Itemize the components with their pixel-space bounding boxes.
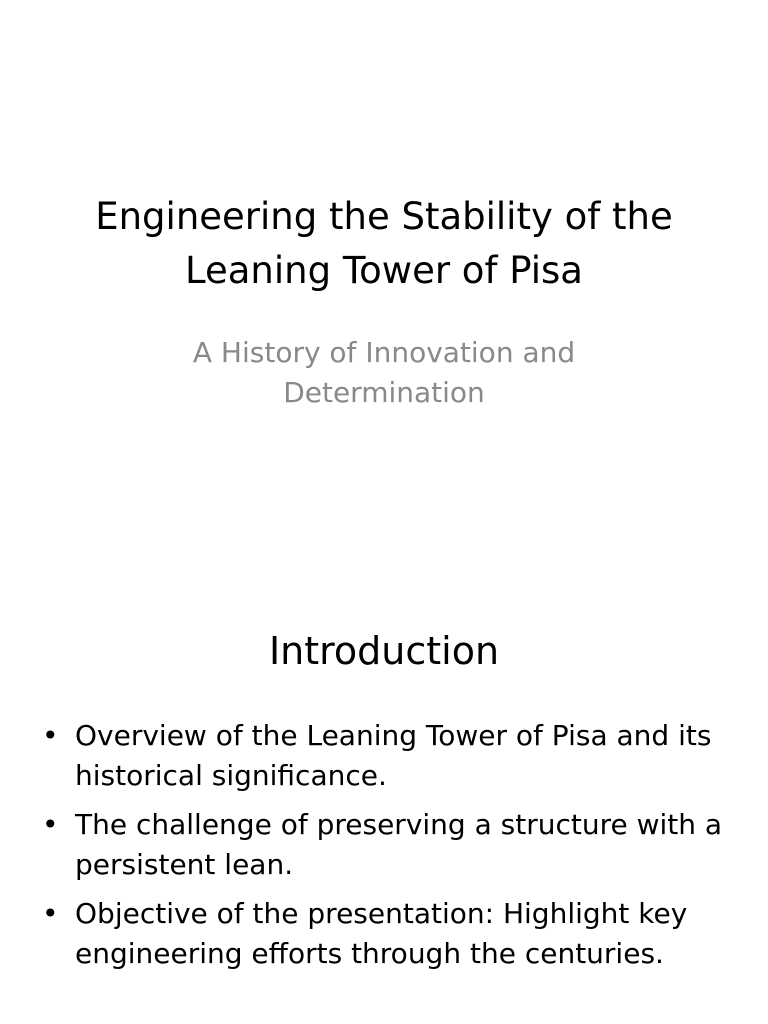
slide-title: Engineering the Stability of the Leaning Tower of Pisa [95, 195, 673, 292]
slide-heading: Introduction [268, 629, 500, 673]
bullet-text: Objective of the presentation: Highlight key engineering efforts through the centuries. [75, 897, 688, 970]
bullet-item [40, 805, 730, 885]
bullet-item [40, 716, 730, 796]
bullet-text: The challenge of preserving a structure with a persistent lean. [75, 808, 723, 881]
bullet-item [40, 894, 730, 974]
intro-slide [0, 576, 768, 1024]
bullet-icon: • [42, 808, 59, 841]
slide-subtitle: A History of Innovation and Determination [192, 336, 576, 409]
bullet-icon: • [42, 897, 59, 930]
bullet-list [40, 716, 730, 983]
bullet-text: Overview of the Leaning Tower of Pisa and its historical significance. [75, 719, 712, 792]
bullet-icon: • [42, 719, 59, 752]
